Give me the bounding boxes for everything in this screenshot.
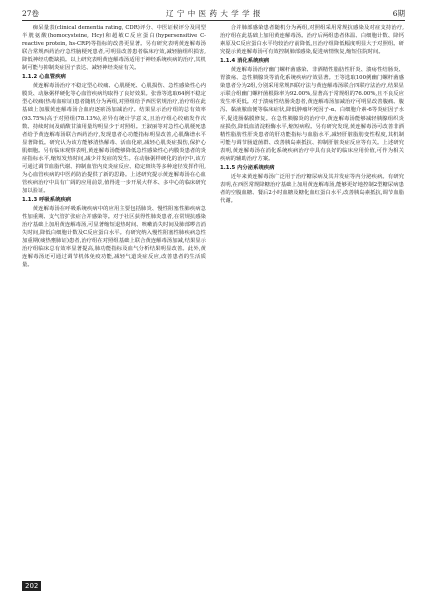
paragraph: 黄连解毒汤治疗幽门螺杆菌感染、非酒精性脂肪性肝炎、溃疡性结肠炎、胃溃疡、急性胰腺炎等消化系统疾病疗效显著。王等选取100例幽门螺杆菌感染患者分为2组,分别采用常规四联疗法与黄连解毒汤联合四联疗法治疗,结果显示联合组幽门螺杆菌根除率为92.00%,显著高于常规组的76.00%,且不良反应发生率更低。对于溃疡性结肠炎患者,黄连解毒汤加减治疗可明显改善腹痛、腹泻、黏液脓血便等临床症状,降低肿瘤坏死因子-α、白细胞介素-6等炎症因子水平,促进肠黏膜修复。在急性胰腺炎的治疗中,黄连解毒汤能够减轻胰腺组织炎症损伤,降低血清淀粉酶水平,缩短病程。另有研究发现,黄连解毒汤可改善非酒精性脂肪性肝炎患者的肝功能指标与血脂水平,减轻肝脏脂肪变性程度,其机制可能与调节肠道菌群、改善胰岛素抵抗、抑制肝脏炎症反应等有关。上述研究表明,黄连解毒汤在消化系统疾病治疗中具有良好的临床应用价值,可作为相关疾病的辅助治疗方案。 xyxy=(220,67,404,162)
volume-label: 27卷 xyxy=(22,9,40,18)
section-heading: 1.1.3 呼吸系统疾病 xyxy=(22,196,72,203)
paragraph: 黄连解毒汤在呼吸系统疾病中的应用主要包括肺炎、慢性阻塞性肺疾病急性加重期、支气管扩张症合并感染等。对于社区获得性肺炎患者,在常规抗感染治疗基础上加用黄连解毒汤,可显著缩短退热时间、咳嗽消失时间及肺部啰音消失时间,降低白细胞计数及C反应蛋白水平。有研究纳入慢性阻塞性肺疾病急性加重期(痰热壅肺证)患者,治疗组在对照组基础上联合黄连解毒汤加减,结果显示治疗组临床总有效率显著提高,肺功能指标及血气分析结果明显改善。此外,黄连解毒汤还可通过调节机体免疫功能,减轻气道炎症反应,改善患者的生活质量。 xyxy=(22,206,206,269)
paragraph: 合并肺部感染患者随机分为两组,对照组采用常规抗感染及对症支持治疗,治疗组在此基础上加用黄连解毒汤。治疗后两组患者体温、白细胞计数、降钙素原及C反应蛋白水平均较治疗前降低,且治疗组降低幅度明显大于对照组。研究提示黄连解毒汤可有效控制肺部感染,促进病情恢复,缩短住院时间。 xyxy=(220,25,404,56)
right-column xyxy=(220,24,404,572)
header-rule xyxy=(22,20,405,21)
section-heading: 1.1.2 心血管疾病 xyxy=(22,74,66,81)
left-column xyxy=(22,24,206,572)
section-heading: 1.1.4 消化系统疾病 xyxy=(220,58,270,65)
journal-title: 辽 宁 中 医 药 大 学 学 报 xyxy=(165,9,262,18)
paragraph: 黄连解毒汤治疗不稳定型心绞痛、心肌梗死、心肌损伤、急性感染性心内膜炎、动脉粥样硬化等心血管疾病均取得了良好效果。张蓉等选取64例不稳定型心绞痛(热毒血瘀证)患者随机分为两组,对照组给予西医常规治疗,治疗组在此基础上加服黄连解毒汤合血府逐瘀汤加减治疗。结果显示治疗组的总有效率(93.75%)高于对照组(78.13%),差异有统计学意义,且治疗组心绞痛发作次数、持续时间及硝酸甘油用量均明显少于对照组。王淑丽等对急性心肌梗死患者给予黄连解毒汤联合西药治疗,发现患者心功能指标明显改善,心肌酶谱水平显著降低。研究认为该方能够清热解毒、活血化瘀,减轻心肌炎症损伤,保护心肌细胞。另有临床观察表明,黄连解毒汤能够降低急性感染性心内膜炎患者的炎症指标水平,缩短发热时间,减少并发症的发生。在动脉粥样硬化的治疗中,该方可通过调节血脂代谢、抑制血管内皮炎症反应、稳定斑块等多种途径发挥作用,为心血管疾病的中医药防治提供了新的思路。上述研究提示黄连解毒汤在心血管疾病治疗中具有广阔的应用前景,值得进一步开展大样本、多中心的临床研究加以验证。 xyxy=(22,83,206,194)
paragraph: 近年来黄连解毒汤广泛用于治疗糖尿病及其并发症等内分泌疾病。有研究表明,在西医常规降糖治疗基础上加用黄连解毒汤,能够更好地控制2型糖尿病患者的空腹血糖、餐后2小时血糖及糖化血红蛋白水平,改善胰岛素抵抗,调节血脂代谢。 xyxy=(220,173,404,204)
paragraph: 痴呆量表(clinical dementia rating, CDR)评分、中医证候评分及同型半胱氨酸(homocysteine, Hcy)和超敏C反应蛋白(hypersensitive C-reactive protein, hs-CRP)等指标的改善更显著。另有研究表明黄连解毒汤联合常规西药治疗急性脑梗死患者,可明显改善患者临床疗效,减轻脑组织损害,降低神经功能缺损。以上研究表明黄连解毒汤适用于神经系统疾病的治疗,其机制可能与抑制炎症因子表达、减轻神经炎症有关。 xyxy=(22,25,206,72)
issue-label: 6期 xyxy=(392,9,405,18)
page-number: 202 xyxy=(22,581,41,591)
section-heading: 1.1.5 内分泌系统疾病 xyxy=(220,164,275,171)
